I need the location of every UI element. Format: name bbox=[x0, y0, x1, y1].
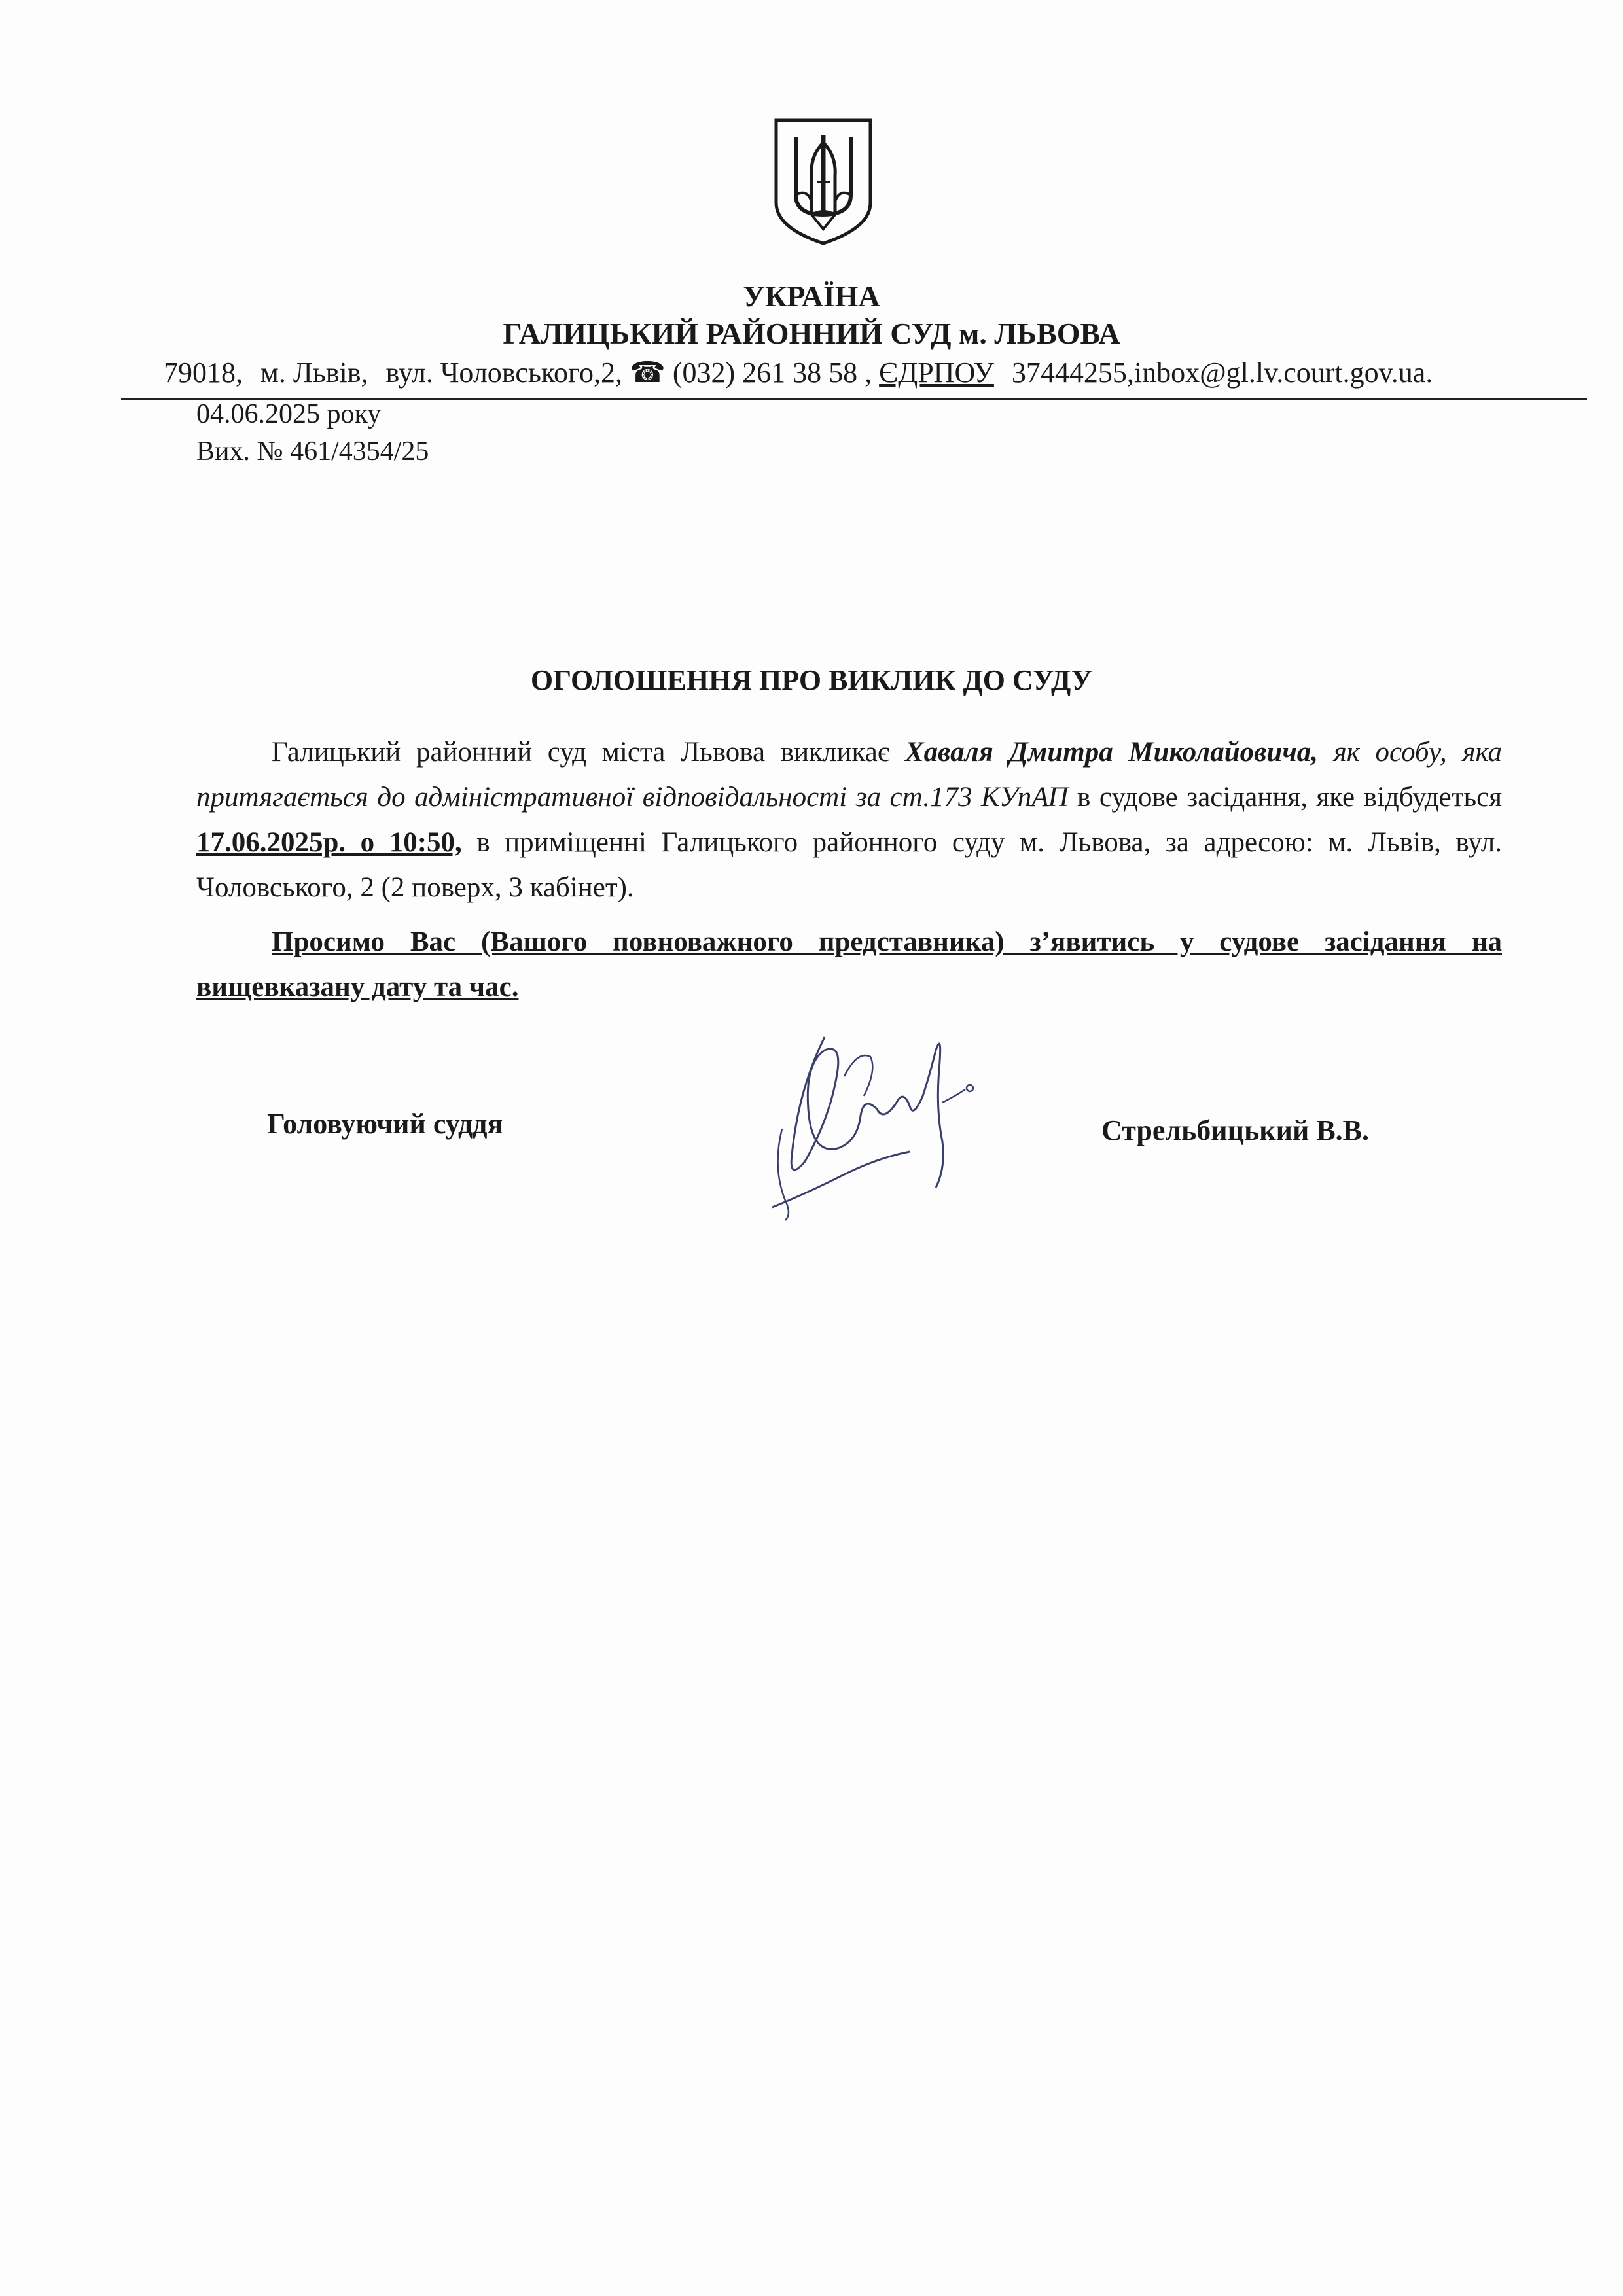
summoned-person: Хаваля Дмитра Миколайовича, bbox=[904, 737, 1319, 768]
country-heading: УКРАЇНА bbox=[743, 279, 880, 313]
hearing-datetime: 17.06.2025р. о 10:50, bbox=[196, 827, 462, 858]
court-name-heading: ГАЛИЦЬКИЙ РАЙОННИЙ СУД м. ЛЬВОВА bbox=[503, 317, 1120, 350]
city: м. Львів, bbox=[260, 357, 368, 389]
edrpou-label: ЄДРПОУ bbox=[879, 357, 994, 389]
body-part-2: як особу, яка притягається до адміністративної відповідальності за ст.173 КУпАП bbox=[196, 737, 1502, 813]
edrpou-and-email: 37444255,inbox@gl.lv.court.gov.ua. bbox=[1011, 357, 1433, 389]
phone-number: (032) 261 38 58 , bbox=[672, 357, 872, 389]
body-part-1: Галицький районний суд міста Львова викликає bbox=[272, 737, 905, 768]
judge-role: Головуючий суддя bbox=[267, 1108, 503, 1140]
request-paragraph bbox=[196, 919, 1502, 1010]
telephone-icon: ☎ bbox=[630, 357, 666, 389]
outgoing-number: Вих. № 461/4354/25 bbox=[196, 436, 429, 467]
court-address-line bbox=[164, 353, 1571, 393]
postal-code: 79018, bbox=[164, 357, 243, 389]
request-text: Просимо Вас (Вашого повноважного представника) з’явитись у судове засідання на вищевказану дату та час. bbox=[196, 927, 1502, 1002]
judge-name: Стрельбицький В.В. bbox=[1101, 1114, 1370, 1146]
document-title: ОГОЛОШЕННЯ ПРО ВИКЛИК ДО СУДУ bbox=[530, 664, 1093, 696]
coat-of-arms-icon bbox=[771, 116, 876, 247]
document-date: 04.06.2025 року bbox=[196, 399, 382, 429]
body-part-4: в приміщенні Галицького районного суду м. Львова, за адресою: м. Львів, вул. Чоловського, 2 (2 поверх, 3 кабінет). bbox=[196, 827, 1503, 903]
summons-paragraph bbox=[196, 730, 1502, 910]
body-part-3: в судове засідання, яке відбудеться bbox=[1068, 782, 1502, 813]
street: вул. Чоловського,2, bbox=[385, 357, 623, 389]
handwritten-signature bbox=[746, 1011, 988, 1246]
